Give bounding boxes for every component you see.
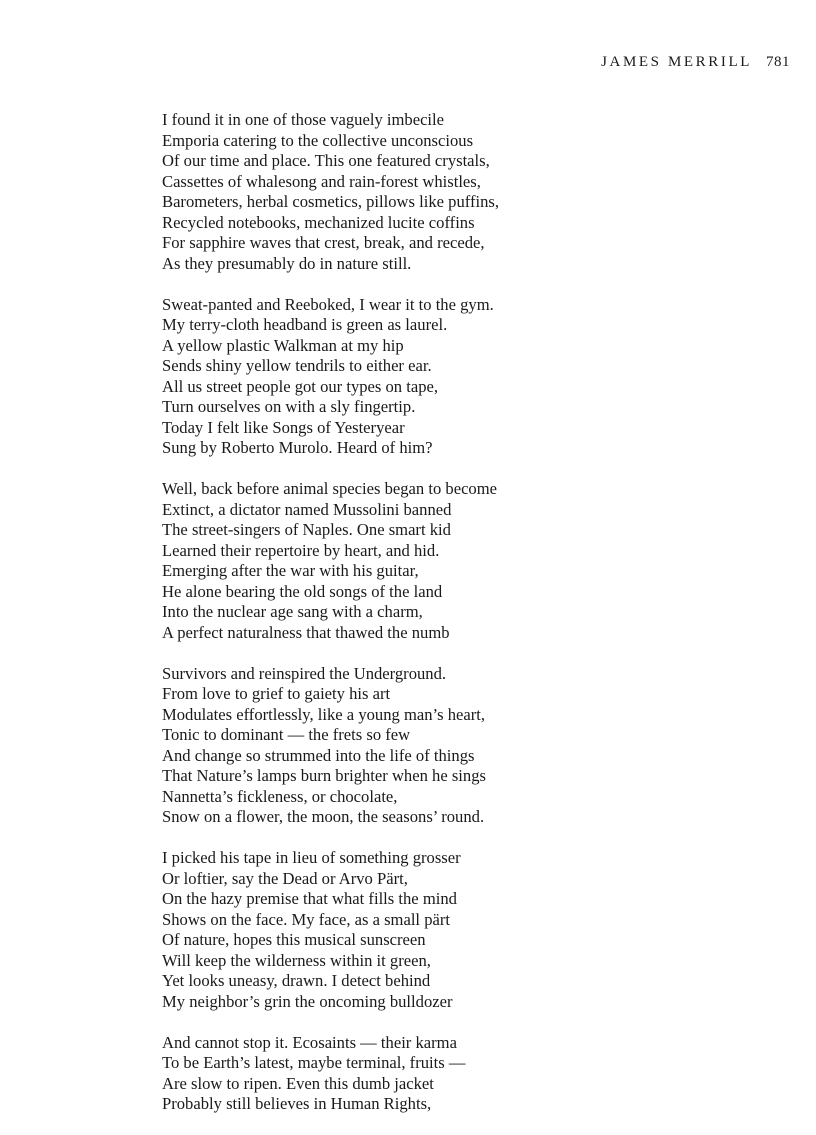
stanza-2: [162, 295, 602, 459]
poem-line: My terry-cloth headband is green as laurel.: [162, 315, 448, 334]
poem-line: And cannot stop it. Ecosaints — their karma: [162, 1032, 457, 1052]
poem-line: Into the nuclear age sang with a charm,: [162, 602, 423, 621]
poem-line: Emporia catering to the collective unconscious: [162, 130, 474, 150]
poem-line: Shows on the face. My face, as a small pärt: [162, 909, 450, 929]
poem-line: Today I felt like Songs of Yesteryear: [162, 417, 405, 437]
poem-line: Survivors and reinspired the Underground.: [162, 663, 447, 683]
poem-line: Yet looks uneasy, drawn. I detect behind: [162, 971, 431, 990]
running-head: [601, 54, 790, 71]
poem-line: A yellow plastic Walkman at my hip: [162, 335, 404, 355]
poem-line: Emerging after the war with his guitar,: [162, 561, 419, 580]
poem-line: Sends shiny yellow tendrils to either ear.: [162, 356, 432, 375]
poem-line: All us street people got our types on tape,: [162, 376, 439, 396]
poem-line: Well, back before animal species began to become: [162, 479, 498, 498]
poem-line: Tonic to dominant — the frets so few: [162, 725, 411, 744]
poem-line: To be Earth’s latest, maybe terminal, fruits —: [162, 1053, 466, 1072]
poem-line: Learned their repertoire by heart, and hid.: [162, 540, 440, 560]
poem-line: I picked his tape in lieu of something grosser: [162, 848, 461, 867]
stanza-6: [162, 1033, 602, 1115]
poem-line: The street-singers of Naples. One smart kid: [162, 520, 451, 539]
stanza-5: [162, 848, 602, 1012]
poem-line: Of nature, hopes this musical sunscreen: [162, 930, 426, 949]
poem-line: On the hazy premise that what fills the mind: [162, 889, 457, 908]
poem-line: Probably still believes in Human Rights,: [162, 1094, 432, 1113]
poem-line: Or loftier, say the Dead or Arvo Pärt,: [162, 868, 408, 888]
poem-line: Cassettes of whalesong and rain-forest whistles,: [162, 171, 481, 191]
poem-line: Sweat-panted and Reeboked, I wear it to the gym.: [162, 294, 494, 314]
poem-line: A perfect naturalness that thawed the numb: [162, 622, 450, 642]
poem-line: From love to grief to gaiety his art: [162, 684, 391, 703]
poem-line: My neighbor’s grin the oncoming bulldozer: [162, 991, 453, 1011]
poem-line: That Nature’s lamps burn brighter when he sings: [162, 766, 486, 785]
poem-line: And change so strummed into the life of things: [162, 745, 475, 765]
author-name: JAMES MERRILL: [601, 54, 752, 70]
poem-line: Are slow to ripen. Even this dumb jacket: [162, 1073, 434, 1093]
poem-line: He alone bearing the old songs of the land: [162, 581, 443, 601]
poem-line: Snow on a flower, the moon, the seasons’ round.: [162, 807, 485, 826]
poem-line: Modulates effortlessly, like a young man’s heart,: [162, 704, 486, 724]
poem-line: For sapphire waves that crest, break, and recede,: [162, 233, 485, 252]
poem-line: Of our time and place. This one featured crystals,: [162, 151, 490, 170]
poem-line: Will keep the wilderness within it green,: [162, 950, 431, 970]
stanza-1: [162, 110, 602, 274]
poem-line: Turn ourselves on with a sly fingertip.: [162, 397, 416, 416]
poem-line: As they presumably do in nature still.: [162, 253, 412, 273]
poem-line: I found it in one of those vaguely imbecile: [162, 110, 445, 129]
poem-body: [162, 110, 602, 1135]
poem-line: Recycled notebooks, mechanized lucite coffins: [162, 212, 475, 232]
page-number: 781: [766, 54, 790, 70]
poem-line: Sung by Roberto Murolo. Heard of him?: [162, 438, 433, 457]
poem-line: Barometers, herbal cosmetics, pillows like puffins,: [162, 192, 500, 211]
poem-line: Nannetta’s fickleness, or chocolate,: [162, 786, 398, 806]
stanza-3: [162, 479, 602, 643]
poem-line: Extinct, a dictator named Mussolini banned: [162, 499, 452, 519]
stanza-4: [162, 664, 602, 828]
